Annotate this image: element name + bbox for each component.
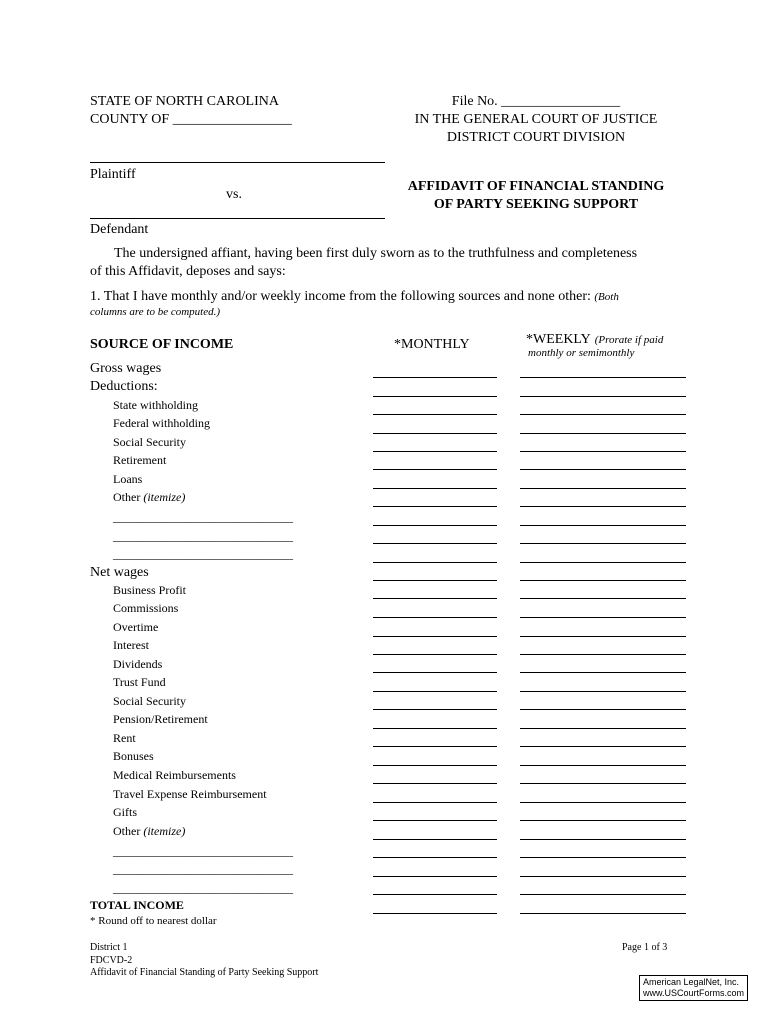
monthly-amount-line[interactable] <box>373 451 497 452</box>
itemize-blank-line: ______________________________ <box>113 547 293 561</box>
itemize-blank-line: ______________________________ <box>113 881 293 895</box>
monthly-amount-line[interactable] <box>373 506 497 507</box>
itemize-note: (itemize) <box>143 824 186 838</box>
monthly-header: *MONTHLY <box>394 337 470 352</box>
deductions-label: Deductions: <box>90 379 158 394</box>
county-field: COUNTY OF _________________ <box>90 112 292 127</box>
weekly-amount-line[interactable] <box>520 543 686 544</box>
income-item: Social Security <box>113 694 186 708</box>
weekly-amount-line[interactable] <box>520 488 686 489</box>
income-item: Trust Fund <box>113 675 166 689</box>
monthly-amount-line[interactable] <box>373 728 497 729</box>
income-item: Commissions <box>113 601 179 615</box>
footer-district: District 1 <box>90 942 128 953</box>
deduction-item: Federal withholding <box>113 416 210 430</box>
monthly-amount-line[interactable] <box>373 543 497 544</box>
form-title-line2: OF PARTY SEEKING SUPPORT <box>433 197 639 212</box>
weekly-amount-line[interactable] <box>520 617 686 618</box>
item1-note-b: columns are to be computed.) <box>90 306 221 318</box>
monthly-amount-line[interactable] <box>373 691 497 692</box>
file-number-field: File No. _________________ <box>451 94 621 109</box>
weekly-amount-line[interactable] <box>520 820 686 821</box>
defendant-line <box>90 218 385 219</box>
income-item: Business Profit <box>113 583 187 597</box>
income-item: Rent <box>113 731 136 745</box>
itemize-note: (itemize) <box>143 490 186 504</box>
monthly-amount-line[interactable] <box>373 396 497 397</box>
other-text: Other <box>113 824 144 838</box>
brand-box <box>639 975 748 1001</box>
itemize-blank-line: ______________________________ <box>113 529 293 543</box>
weekly-amount-line[interactable] <box>520 469 686 470</box>
monthly-amount-line[interactable] <box>373 913 497 914</box>
monthly-amount-line[interactable] <box>373 839 497 840</box>
monthly-amount-line[interactable] <box>373 783 497 784</box>
income-item: Gifts <box>113 805 137 819</box>
weekly-amount-line[interactable] <box>520 802 686 803</box>
monthly-amount-line[interactable] <box>373 802 497 803</box>
monthly-amount-line[interactable] <box>373 746 497 747</box>
weekly-amount-line[interactable] <box>520 765 686 766</box>
weekly-header-label: *WEEKLY <box>526 332 591 347</box>
weekly-amount-line[interactable] <box>520 414 686 415</box>
weekly-amount-line[interactable] <box>520 506 686 507</box>
weekly-note-a: (Prorate if paid <box>594 334 664 346</box>
weekly-amount-line[interactable] <box>520 580 686 581</box>
itemize-blank-line: ______________________________ <box>113 862 293 876</box>
defendant-label: Defendant <box>90 222 149 237</box>
monthly-amount-line[interactable] <box>373 894 497 895</box>
income-item: Dividends <box>113 657 163 671</box>
weekly-amount-line[interactable] <box>520 672 686 673</box>
income-other-label <box>113 824 185 839</box>
versus-label: vs. <box>226 187 242 202</box>
monthly-amount-line[interactable] <box>373 488 497 489</box>
court-label: IN THE GENERAL COURT OF JUSTICE <box>414 112 658 127</box>
total-income-label: TOTAL INCOME <box>90 898 184 912</box>
brand-line2: www.USCourtForms.com <box>643 988 745 998</box>
income-item: Medical Reimbursements <box>113 768 236 782</box>
plaintiff-line <box>90 162 385 163</box>
monthly-amount-line[interactable] <box>373 525 497 526</box>
weekly-amount-line[interactable] <box>520 783 686 784</box>
item1-text <box>90 289 619 305</box>
weekly-amount-line[interactable] <box>520 377 686 378</box>
monthly-amount-line[interactable] <box>373 876 497 877</box>
form-title-line1: AFFIDAVIT OF FINANCIAL STANDING <box>407 179 665 194</box>
state-label: STATE OF NORTH CAROLINA <box>90 94 279 109</box>
item1-note-a: (Both <box>594 291 619 303</box>
monthly-amount-line[interactable] <box>373 857 497 858</box>
plaintiff-label: Plaintiff <box>90 167 136 182</box>
weekly-amount-line[interactable] <box>520 433 686 434</box>
gross-wages-label: Gross wages <box>90 361 162 376</box>
monthly-amount-line[interactable] <box>373 562 497 563</box>
income-item: Overtime <box>113 620 159 634</box>
weekly-note-b: monthly or semimonthly <box>528 347 635 359</box>
income-item: Travel Expense Reimbursement <box>113 787 267 801</box>
itemize-blank-line: ______________________________ <box>113 844 293 858</box>
weekly-amount-line[interactable] <box>520 654 686 655</box>
weekly-header <box>526 330 663 348</box>
monthly-amount-line[interactable] <box>373 709 497 710</box>
footer-form-id: FDCVD-2 <box>90 955 133 966</box>
monthly-amount-line[interactable] <box>373 636 497 637</box>
brand-line1: American LegalNet, Inc. <box>643 977 740 987</box>
intro-line1: The undersigned affiant, having been first duly sworn as to the truthfulness and completeness <box>114 246 638 261</box>
monthly-amount-line[interactable] <box>373 598 497 599</box>
deduction-item: Retirement <box>113 453 167 467</box>
monthly-amount-line[interactable] <box>373 654 497 655</box>
round-note: * Round off to nearest dollar <box>90 915 217 927</box>
weekly-amount-line[interactable] <box>520 451 686 452</box>
monthly-amount-line[interactable] <box>373 617 497 618</box>
item1-statement: 1. That I have monthly and/or weekly income from the following sources and none other: <box>90 289 595 304</box>
weekly-amount-line[interactable] <box>520 598 686 599</box>
monthly-amount-line[interactable] <box>373 580 497 581</box>
footer-form-name: Affidavit of Financial Standing of Party Seeking Support <box>90 967 319 978</box>
division-label: DISTRICT COURT DIVISION <box>446 130 626 145</box>
weekly-amount-line[interactable] <box>520 636 686 637</box>
intro-line2: of this Affidavit, deposes and says: <box>90 264 286 279</box>
weekly-amount-line[interactable] <box>520 525 686 526</box>
deduction-item: Social Security <box>113 435 186 449</box>
other-text: Other <box>113 490 144 504</box>
monthly-amount-line[interactable] <box>373 765 497 766</box>
income-item: Pension/Retirement <box>113 712 208 726</box>
monthly-amount-line[interactable] <box>373 377 497 378</box>
net-wages-label: Net wages <box>90 565 149 580</box>
weekly-amount-line[interactable] <box>520 894 686 895</box>
page-number: Page 1 of 3 <box>622 942 668 953</box>
weekly-amount-line[interactable] <box>520 839 686 840</box>
source-header: SOURCE OF INCOME <box>90 337 234 352</box>
deduction-item: State withholding <box>113 398 198 412</box>
weekly-amount-line[interactable] <box>520 691 686 692</box>
monthly-amount-line[interactable] <box>373 672 497 673</box>
weekly-amount-line[interactable] <box>520 728 686 729</box>
monthly-amount-line[interactable] <box>373 469 497 470</box>
income-item: Bonuses <box>113 749 154 763</box>
deduction-other-label <box>113 490 185 505</box>
weekly-amount-line[interactable] <box>520 746 686 747</box>
monthly-amount-line[interactable] <box>373 433 497 434</box>
weekly-amount-line[interactable] <box>520 709 686 710</box>
income-item: Interest <box>113 638 149 652</box>
weekly-amount-line[interactable] <box>520 857 686 858</box>
itemize-blank-line: ______________________________ <box>113 510 293 524</box>
weekly-amount-line[interactable] <box>520 876 686 877</box>
monthly-amount-line[interactable] <box>373 820 497 821</box>
weekly-amount-line[interactable] <box>520 913 686 914</box>
weekly-amount-line[interactable] <box>520 562 686 563</box>
deduction-item: Loans <box>113 472 143 486</box>
weekly-amount-line[interactable] <box>520 396 686 397</box>
monthly-amount-line[interactable] <box>373 414 497 415</box>
